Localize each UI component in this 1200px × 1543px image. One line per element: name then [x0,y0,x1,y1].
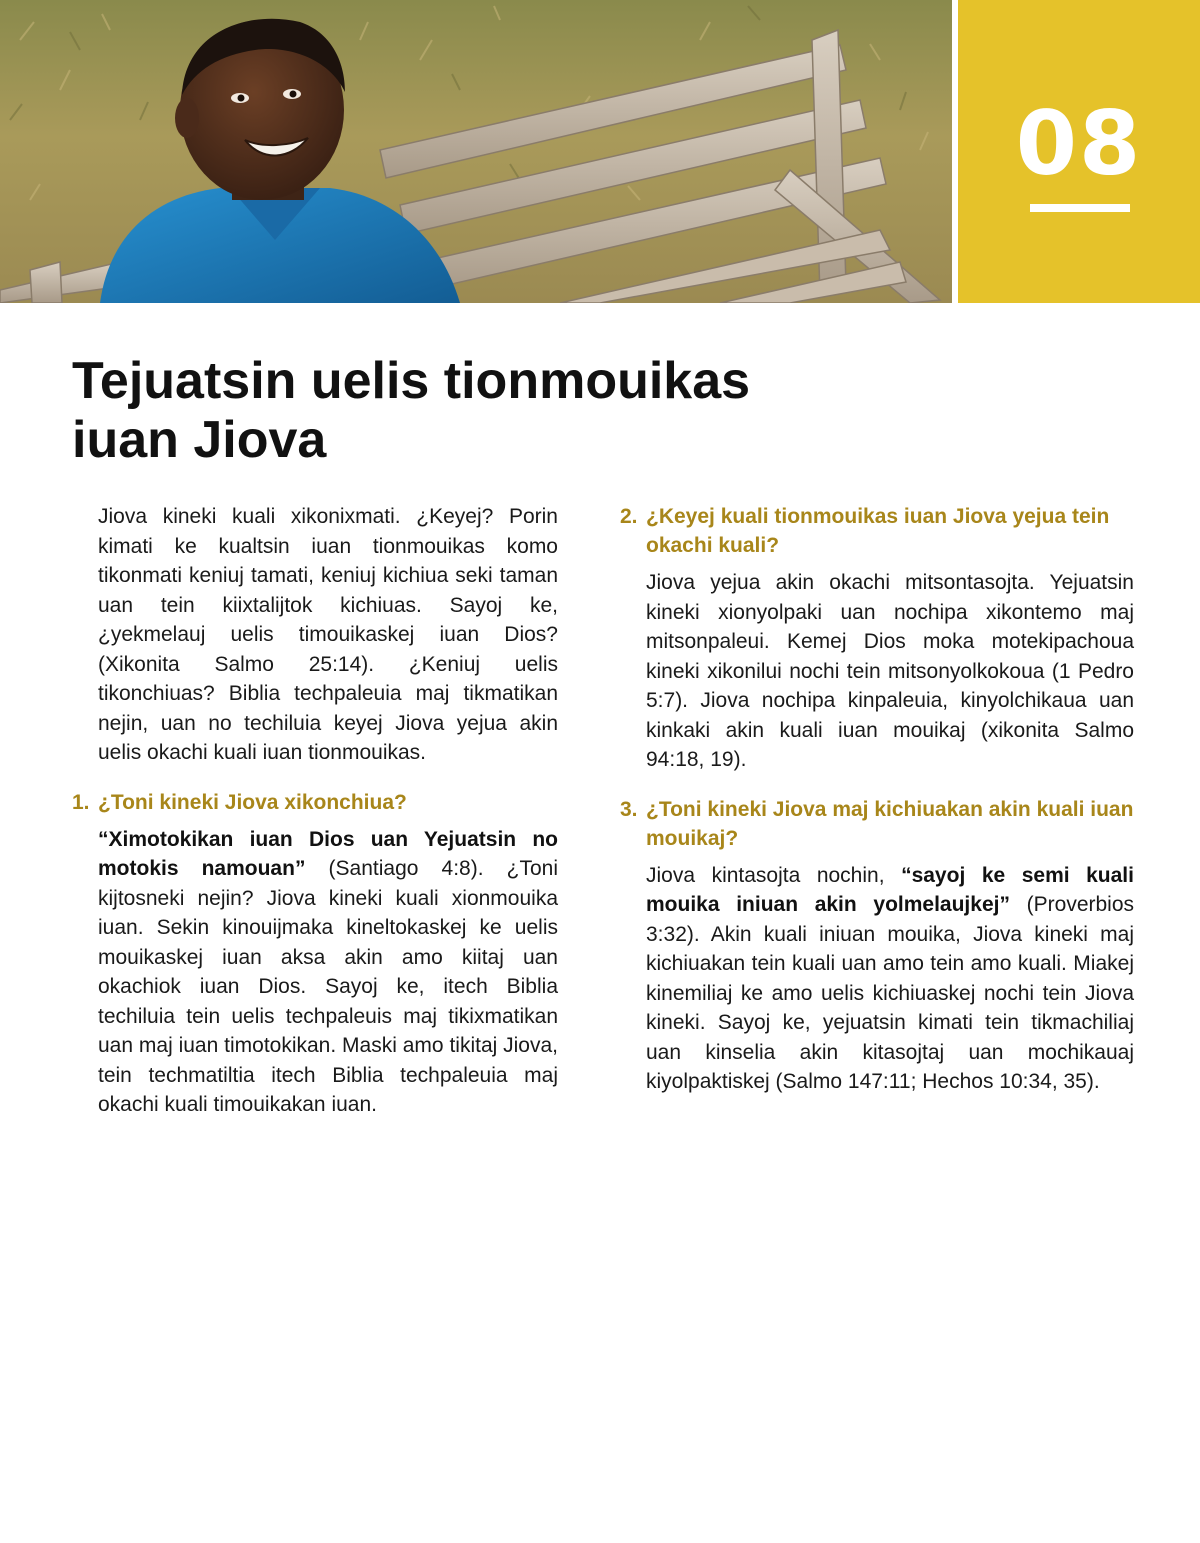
question-3-text: ¿Toni kineki Jiova maj kichiuakan akin kuali iuan mouikaj? [646,797,1134,850]
right-column [620,502,1134,1097]
answer-3-quote: “sayoj ke semi kuali mouika iniuan akin yolmelaujkej” [646,863,1134,916]
answer-2-paragraph: Jiova yejua akin okachi mitsontasojta. Yejuatsin kineki xionyolpaki uan nochipa xikontemo maj mitsonpaleui. Kemej Dios moka motekipachoua kineki xikonilui nochi tein mitsonyolkokoua (1 Pedro 5:7). Jiova nochipa kinpaleuia, kinyolchikaua uan kinkaki akin kuali iuan mouikaj (xikonita Salmo 94:18, 19). [646,571,1134,771]
chapter-badge [958,0,1200,303]
question-2-text: ¿Keyej kuali tionmouikas iuan Jiova yejua tein okachi kuali? [646,505,1110,557]
question-2 [620,502,1134,560]
answer-1-paragraph [72,825,558,1120]
answer-3-body: (Proverbios 3:32). Akin kuali iniuan mouika, Jiova kineki maj kichiuakan tein kuali uan amo tein amo kuali. Miakej kinemiliaj ke amo uelis kichiuaskej nochi tein Jiova kineki. Sayoj ke, yejuatsin kimati tein tikmachiliaj uan kinselia akin kitasojtaj uan mochikauaj kiyolpaktiskej (Salmo 147:11; Hechos 10:34, 35). [646,893,1135,1093]
question-1-number: 1. [72,790,90,814]
question-1-text: ¿Toni kineki Jiova xikonchiua? [98,790,407,814]
question-1 [72,788,558,817]
question-2-number: 2. [620,505,638,528]
page-title-line-1: Tejuatsin uelis tionmouikas [72,352,751,410]
page-title [72,352,832,470]
left-column [72,502,558,1120]
hero-photo [0,0,952,303]
intro-paragraph: Jiova kineki kuali xikonixmati. ¿Keyej? Porin kimati ke kualtsin iuan tionmouikas komo tikonmati keniuj tamati, keniuj kichiua seki taman uan tein kiixtalijtok kichiuas. Sayoj ke, ¿yekmelauj uelis timouikaskej iuan Dios? (Xikonita Salmo 25:14). ¿Keniuj uelis tikonchiuas? Biblia techpaleuia maj tikmatikan nejin, uan no techiluia keyej Jiova yejua akin uelis okachi kuali iuan tionmouikas. [98,505,558,764]
question-3 [620,795,1134,853]
chapter-number: 08 [1015,92,1143,195]
question-3-number: 3. [620,797,638,821]
chapter-underline [1030,204,1130,212]
answer-3-lead: Jiova kintasojta nochin, [646,863,902,887]
answer-1-body: (Santiago 4:8). ¿Toni kijtosneki nejin? Jiova kineki kuali xionmouika iuan. Sekin kinouijmaka kineltokaskej ke uelis mouikaskej iuan aksa akin amo kiitaj uan okachiok iuan Dios. Sayoj ke, itech Biblia techiluia tein uelis techpaleuis maj tikixmatikan uan maj iuan timotokikan. Maski amo tikitaj Jiova, tein techmatiltia itech Biblia techpaleuia maj okachi kuali timouikakan iuan. [98,857,558,1116]
answer-3-paragraph [620,861,1134,1097]
answer-1-quote: “Ximotokikan iuan Dios uan Yejuatsin no motokis namouan” [98,827,558,880]
page-title-line-2: iuan Jiova [72,411,327,469]
